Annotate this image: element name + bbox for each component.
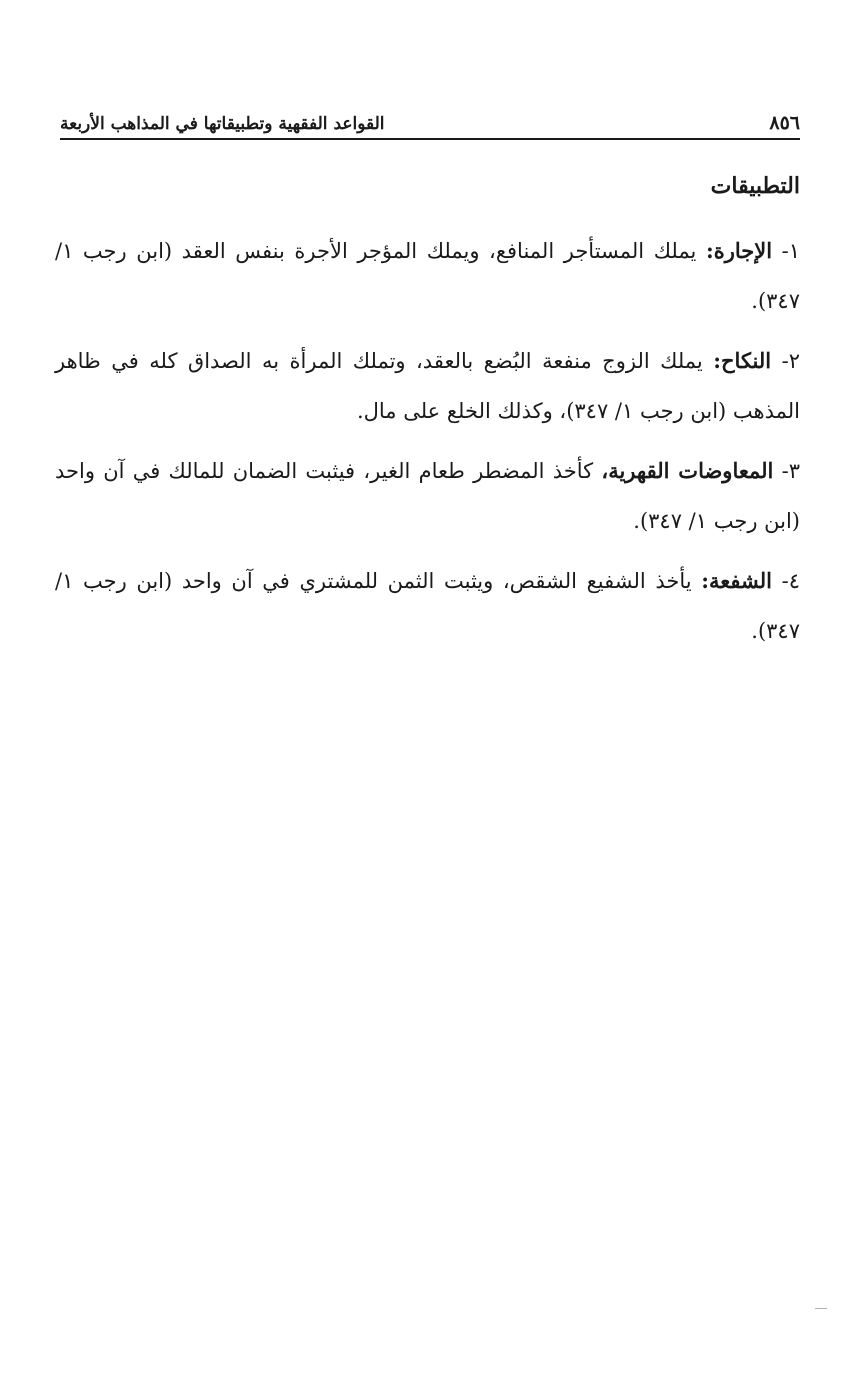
item-text: كأخذ المضطر طعام الغير، فيثبت الضمان للمالك في آن واحد (ابن رجب ١/ ٣٤٧). [55,459,800,533]
application-item-3 [55,446,800,546]
page-number: ٨٥٦ [769,112,800,134]
item-term: المعاوضات القهرية، [601,458,774,483]
application-item-1 [55,226,800,326]
item-text: يملك الزوج منفعة البُضع بالعقد، وتملك المرأة به الصداق كله في ظاهر المذهب (ابن رجب ١/ ٣٤٧)، وكذلك الخلع على مال. [55,349,800,423]
item-number: ٢- [781,349,800,373]
item-term: الإجارة: [705,238,773,263]
application-item-4 [55,556,800,656]
item-text: يملك المستأجر المنافع، ويملك المؤجر الأجرة بنفس العقد (ابن رجب ١/ ٣٤٧). [55,239,800,313]
item-number: ٣- [781,459,800,483]
scan-mark [815,1308,827,1309]
page-content [55,168,800,666]
item-text: يأخذ الشفيع الشقص، ويثبت الثمن للمشتري في آن واحد (ابن رجب ١/ ٣٤٧). [55,569,800,643]
application-item-2 [55,336,800,436]
header-rule [60,138,800,140]
section-title: التطبيقات [710,173,800,199]
book-title: القواعد الفقهية وتطبيقاتها في المذاهب الأربعة [60,114,385,134]
running-header [60,100,800,134]
item-number: ٤- [781,569,800,593]
item-term: الشفعة: [701,568,772,593]
item-number: ١- [781,239,800,263]
item-term: النكاح: [713,348,772,373]
